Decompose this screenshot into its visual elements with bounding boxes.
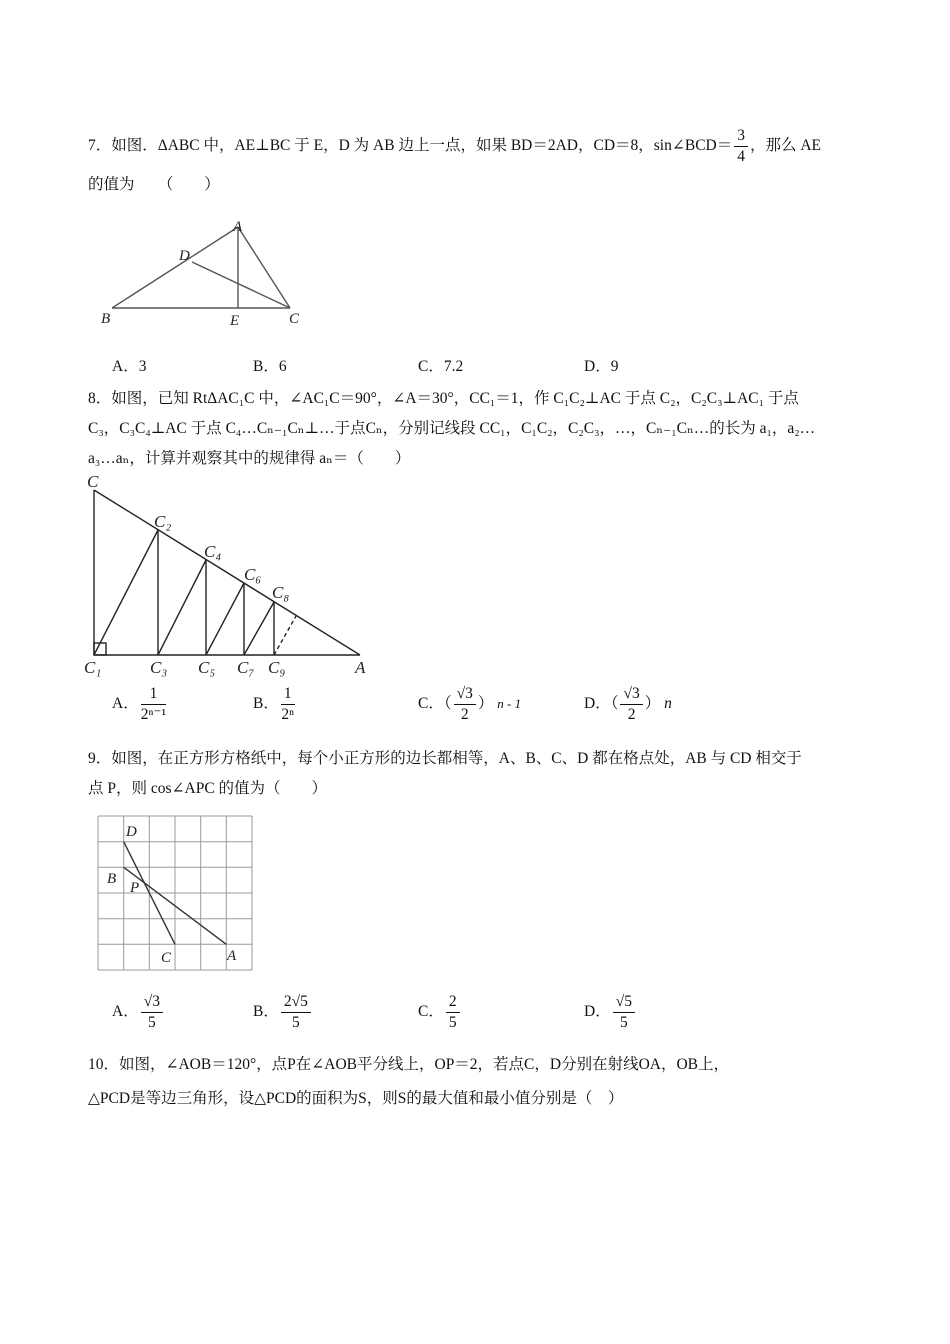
q8-segment-c7c8 <box>244 602 274 655</box>
q9-label-p: P <box>130 880 140 896</box>
q8-segment-c1c2 <box>94 530 158 655</box>
q8-triangle-figure <box>82 470 382 680</box>
q10-stem-line2: △PCD是等边三角形，设△PCD的面积为S，则S的最大值和最小值分别是（ ） <box>88 1090 624 1107</box>
q8-label-c1: C₁ <box>84 658 102 677</box>
q9-option-a[interactable]: A． $\frac{√3}{5}$ <box>112 992 165 1033</box>
q8-segment-dashed <box>274 616 296 655</box>
q8-label-c5: C₅ <box>198 658 216 677</box>
q7-triangle-figure <box>95 215 315 330</box>
q7-label-c: C <box>289 311 300 327</box>
q8-segment-c3c4 <box>158 560 206 655</box>
q8-label-c: C <box>87 472 99 491</box>
q9-grid-lines <box>98 816 252 970</box>
q9-label-c: C <box>161 950 172 966</box>
q8-stem-line3: a₃…aₙ，计算并观察其中的规律得 aₙ＝（ ） <box>88 450 411 467</box>
q8-option-d[interactable]: D．（ $\frac{√3}{2}$ ） n <box>584 685 672 723</box>
q8-option-b[interactable]: B． $\frac{1}{\text{2ⁿ}}$ <box>253 685 295 723</box>
q9-grid-figure <box>96 814 256 974</box>
q8-option-a[interactable]: A． $\frac{1}{\text{2ⁿ⁻¹}}$ <box>112 685 167 723</box>
q9-option-b[interactable]: B． $\frac{2√5}{5}$ <box>253 992 313 1033</box>
q7-sin-fraction: $\frac{3}{4}$ <box>734 126 748 167</box>
q7-label-a: A <box>233 219 243 235</box>
q8-label-c7: C₇ <box>237 658 255 677</box>
q8-label-c2: C₂ <box>154 512 172 531</box>
q10-stem-line1: 10．如图，∠AOB＝120°，点P在∠AOB平分线上，OP＝2，若点C，D分别在射线OA，OB上， <box>88 1056 730 1073</box>
q7-option-b[interactable]: B．6 <box>253 358 287 375</box>
q9-label-d: D <box>126 824 137 840</box>
q8-segment-c5c6 <box>206 583 244 655</box>
q9-option-c[interactable]: C． $\frac{2}{5}$ <box>418 992 462 1033</box>
q8-label-c8: C₈ <box>272 583 290 602</box>
q7-option-a[interactable]: A．3 <box>112 358 147 375</box>
q8-label-c3: C₃ <box>150 658 168 677</box>
q8-segment-ca <box>94 490 360 655</box>
q9-label-a: A <box>227 948 237 964</box>
q7-label-b: B <box>101 311 111 327</box>
q7-segment-ba <box>112 227 238 308</box>
q9-stem-line1: 9．如图，在正方形方格纸中，每个小正方形的边长都相等，A、B、C、D 都在格点处，AB 与 CD 相交于 <box>88 750 802 767</box>
q9-option-d[interactable]: D． $\frac{√5}{5}$ <box>584 992 637 1033</box>
q9-label-b: B <box>107 871 117 887</box>
q8-stem-line1: 8．如图，已知 RtΔAC₁C 中，∠AC₁C＝90°，∠A＝30°，CC₁＝1，作 C₁C₂⊥AC 于点 C₂，C₂C₃⊥AC₁ 于点 <box>88 390 799 407</box>
q7-option-c[interactable]: C．7.2 <box>418 358 464 375</box>
q9-stem-line2: 点 P，则 cos∠APC 的值为（ ） <box>88 780 328 797</box>
q7-stem-line1: 7．如图．ΔABC 中，AE⊥BC 于 E，D 为 AB 边上一点，如果 BD＝2AD，CD＝8，sin∠BCD＝ $\frac{3}{4}$ ，那么 AE <box>88 127 822 165</box>
q8-stem-line2: C₃，C₃C₄⊥AC 于点 C₄…Cₙ₋₁Cₙ⊥…于点Cₙ，分别记线段 CC₁，C₁C₂，C₂C₃，…，Cₙ₋₁Cₙ…的长为 a₁，a₂… <box>88 420 816 437</box>
q8-label-a: A <box>355 658 366 677</box>
q7-label-d: D <box>179 248 190 264</box>
q8-option-c[interactable]: C．（ $\frac{√3}{2}$ ） n - 1 <box>418 685 522 723</box>
q7-stem-line2: 的值为 （ ） <box>88 176 220 193</box>
q8-label-c6: C₆ <box>244 565 262 584</box>
q8-label-c9: C₉ <box>268 658 286 677</box>
q7-label-e: E <box>230 313 240 329</box>
q7-option-d[interactable]: D．9 <box>584 358 619 375</box>
q8-label-c4: C₄ <box>204 542 222 561</box>
